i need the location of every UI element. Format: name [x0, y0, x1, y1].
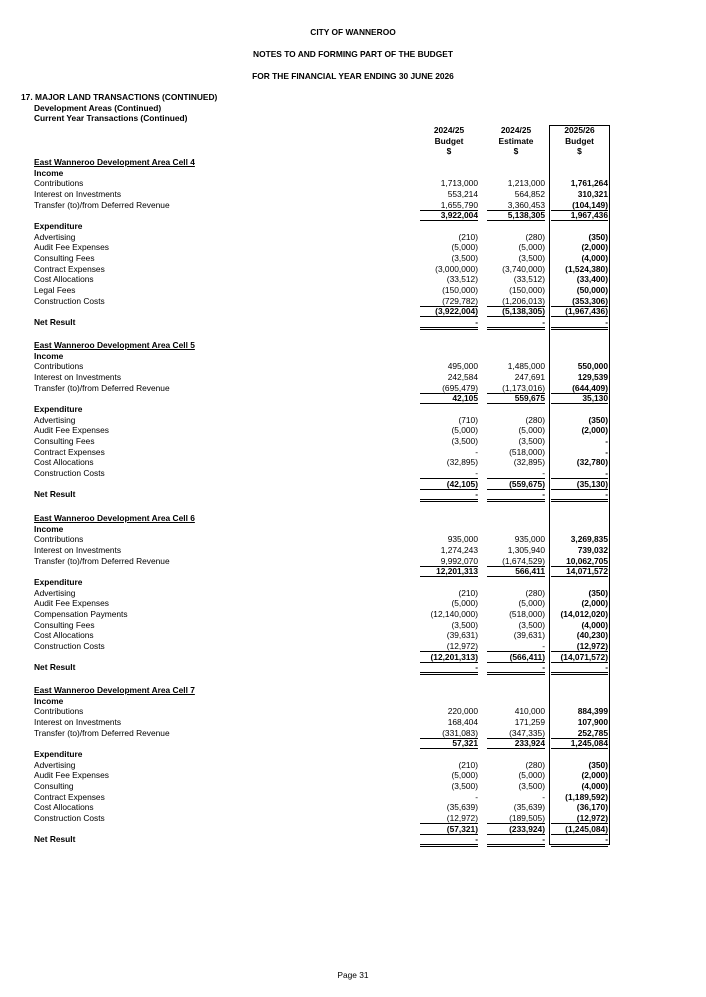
- income-row-value-2: 1,305,940: [507, 544, 545, 555]
- expenditure-row-value-1: (35,639): [446, 802, 478, 813]
- expenditure-row-value-1: (5,000): [451, 598, 478, 609]
- expenditure-row: [0, 285, 706, 296]
- section-subheading: Development Areas (Continued): [34, 102, 162, 113]
- income-row-value-1: 495,000: [447, 361, 478, 372]
- expenditure-total-row-value-1: (42,105): [446, 478, 478, 489]
- income-row-label: Transfer (to)/from Deferred Revenue: [34, 727, 170, 738]
- expenditure-row: [0, 781, 706, 792]
- income-row-value-3: (644,409): [572, 382, 608, 393]
- expenditure-row-label: Advertising: [34, 759, 76, 770]
- expenditure-heading-label: Expenditure: [34, 220, 83, 231]
- expenditure-row-value-3: (33,400): [576, 274, 608, 285]
- expenditure-total-row-value-2: (5,138,305): [502, 306, 545, 317]
- expenditure-row: [0, 588, 706, 599]
- column-header-type: Budget: [434, 135, 464, 146]
- income-row-value-1: 1,274,243: [440, 544, 478, 555]
- income-total-row-value-3: 1,967,436: [570, 210, 608, 221]
- income-row-value-1: 9,992,070: [440, 555, 478, 566]
- expenditure-row: [0, 630, 706, 641]
- expenditure-row-label: Contract Expenses: [34, 446, 105, 457]
- income-total-row-value-1: 12,201,313: [436, 566, 478, 577]
- net-result-row-value-2: -: [542, 489, 545, 500]
- expenditure-row-value-1: (33,512): [446, 274, 478, 285]
- expenditure-row-value-2: (150,000): [509, 284, 545, 295]
- expenditure-row-value-3: (350): [588, 414, 608, 425]
- expenditure-row-value-3: (2,000): [581, 770, 608, 781]
- expenditure-row-value-1: (3,500): [451, 619, 478, 630]
- expenditure-row-value-1: -: [475, 791, 478, 802]
- income-heading: [0, 696, 706, 707]
- expenditure-row-value-2: -: [542, 467, 545, 478]
- income-row: [0, 189, 706, 200]
- expenditure-row: [0, 447, 706, 458]
- expenditure-row-value-2: (5,000): [518, 425, 545, 436]
- income-row-value-1: 935,000: [447, 534, 478, 545]
- income-row-value-3: 550,000: [577, 361, 608, 372]
- income-row: [0, 383, 706, 394]
- expenditure-row-value-2: (39,631): [513, 630, 545, 641]
- expenditure-row-value-3: (350): [588, 231, 608, 242]
- expenditure-row-value-2: (3,740,000): [502, 263, 545, 274]
- expenditure-row-label: Construction Costs: [34, 812, 105, 823]
- income-total-row: [0, 393, 706, 404]
- expenditure-row-value-3: -: [605, 467, 608, 478]
- income-row: [0, 361, 706, 372]
- expenditure-row-value-1: (3,500): [451, 252, 478, 263]
- expenditure-row-label: Consulting Fees: [34, 619, 95, 630]
- net-result-row-value-1: -: [475, 834, 478, 845]
- income-row-value-3: 252,785: [577, 727, 608, 738]
- income-total-row: [0, 566, 706, 577]
- expenditure-row-value-3: (350): [588, 587, 608, 598]
- expenditure-row-value-3: (1,524,380): [565, 263, 608, 274]
- income-row-label: Interest on Investments: [34, 371, 122, 382]
- column-header-type: Estimate: [498, 135, 534, 146]
- income-row: [0, 200, 706, 211]
- expenditure-row-value-1: (32,895): [446, 457, 478, 468]
- expenditure-row: [0, 264, 706, 275]
- expenditure-row-value-1: (729,782): [442, 295, 478, 306]
- expenditure-row-value-3: (12,972): [576, 812, 608, 823]
- expenditure-row-value-1: (5,000): [451, 425, 478, 436]
- double-underline: [487, 327, 545, 330]
- expenditure-row-label: Advertising: [34, 587, 76, 598]
- expenditure-row-value-2: (5,000): [518, 242, 545, 253]
- expenditure-row-label: Construction Costs: [34, 467, 105, 478]
- expenditure-row: [0, 436, 706, 447]
- expenditure-row-value-1: (3,500): [451, 780, 478, 791]
- expenditure-row-value-1: (210): [458, 231, 478, 242]
- income-row-value-3: 10,062,705: [566, 555, 608, 566]
- income-total-row-value-3: 35,130: [582, 393, 608, 404]
- expenditure-row-value-2: -: [542, 791, 545, 802]
- expenditure-row-value-3: (4,000): [581, 252, 608, 263]
- income-row-value-2: (347,335): [509, 727, 545, 738]
- income-row: [0, 372, 706, 383]
- income-total-row-value-1: 42,105: [452, 393, 478, 404]
- expenditure-row-value-1: -: [475, 467, 478, 478]
- expenditure-row-value-3: (4,000): [581, 619, 608, 630]
- income-row-value-2: 935,000: [514, 534, 545, 545]
- net-result-row-value-3: -: [605, 834, 608, 845]
- expenditure-total-row-value-2: (559,675): [509, 478, 545, 489]
- income-row-label: Contributions: [34, 178, 84, 189]
- double-underline: [420, 672, 478, 675]
- document-title: NOTES TO AND FORMING PART OF THE BUDGET: [253, 49, 453, 59]
- expenditure-row-value-2: (280): [525, 231, 545, 242]
- expenditure-row-value-3: (50,000): [576, 284, 608, 295]
- expenditure-row-value-2: (33,512): [513, 274, 545, 285]
- cell-title: [0, 340, 706, 351]
- income-total-row-value-2: 5,138,305: [507, 210, 545, 221]
- net-result-row-value-1: -: [475, 316, 478, 327]
- expenditure-row-value-1: (39,631): [446, 630, 478, 641]
- income-row-value-3: 129,539: [577, 371, 608, 382]
- expenditure-row-value-2: (32,895): [513, 457, 545, 468]
- section-heading: 17. MAJOR LAND TRANSACTIONS (CONTINUED): [21, 92, 218, 102]
- net-result-row-value-3: -: [605, 662, 608, 673]
- expenditure-row-label: Cost Allocations: [34, 630, 94, 641]
- expenditure-row-value-2: (35,639): [513, 802, 545, 813]
- column-header-type: Budget: [565, 135, 594, 146]
- double-underline: [487, 844, 545, 847]
- income-row-value-3: 1,761,264: [570, 178, 608, 189]
- expenditure-row-label: Consulting: [34, 780, 74, 791]
- expenditure-total-row-value-2: (566,411): [509, 651, 545, 662]
- income-heading: [0, 168, 706, 179]
- expenditure-row-label: Legal Fees: [34, 284, 76, 295]
- expenditure-row-label: Audit Fee Expenses: [34, 770, 109, 781]
- expenditure-row: [0, 641, 706, 652]
- expenditure-row-label: Audit Fee Expenses: [34, 242, 109, 253]
- double-underline: [420, 844, 478, 847]
- cell-title-label: East Wanneroo Development Area Cell 5: [34, 340, 195, 350]
- expenditure-row-value-1: (710): [458, 414, 478, 425]
- expenditure-total-row-value-1: (3,922,004): [435, 306, 478, 317]
- expenditure-heading: [0, 404, 706, 415]
- column-header-unit: $: [513, 146, 519, 157]
- income-row: [0, 534, 706, 545]
- expenditure-row: [0, 760, 706, 771]
- net-result-row: [0, 489, 706, 500]
- net-result-row-value-1: -: [475, 489, 478, 500]
- income-total-row: [0, 738, 706, 749]
- income-row-value-2: (1,674,529): [502, 555, 545, 566]
- income-row-value-1: 553,214: [447, 188, 478, 199]
- expenditure-row: [0, 425, 706, 436]
- expenditure-row-label: Consulting Fees: [34, 435, 95, 446]
- income-total-row-value-2: 566,411: [515, 566, 545, 577]
- income-total-row-value-2: 233,924: [514, 738, 545, 749]
- expenditure-row-value-3: (350): [588, 759, 608, 770]
- expenditure-row-value-3: -: [605, 446, 608, 457]
- income-heading-label: Income: [34, 167, 64, 178]
- expenditure-row-value-2: -: [542, 640, 545, 651]
- expenditure-row-value-3: (4,000): [581, 780, 608, 791]
- net-result-row: [0, 662, 706, 673]
- double-underline: [551, 499, 608, 502]
- expenditure-heading-label: Expenditure: [34, 403, 83, 414]
- expenditure-row-value-2: (3,500): [518, 780, 545, 791]
- expenditure-row-label: Cost Allocations: [34, 274, 94, 285]
- income-total-row-value-1: 57,321: [452, 738, 478, 749]
- expenditure-row-value-1: (12,972): [446, 812, 478, 823]
- income-row-label: Transfer (to)/from Deferred Revenue: [34, 382, 170, 393]
- page-number: Page 31: [337, 970, 369, 980]
- income-total-row-value-3: 14,071,572: [566, 566, 608, 577]
- income-total-row-value-1: 3,922,004: [440, 210, 478, 221]
- expenditure-row-value-3: (353,306): [572, 295, 608, 306]
- net-result-row-value-2: -: [542, 834, 545, 845]
- income-row-value-3: 884,399: [577, 706, 608, 717]
- expenditure-total-row-value-3: (35,130): [576, 478, 608, 489]
- expenditure-row-label: Cost Allocations: [34, 457, 94, 468]
- expenditure-row-value-3: (2,000): [581, 242, 608, 253]
- expenditure-row-value-3: -: [605, 435, 608, 446]
- expenditure-row: [0, 620, 706, 631]
- expenditure-row-value-3: (40,230): [576, 630, 608, 641]
- double-underline: [420, 327, 478, 330]
- income-heading-label: Income: [34, 350, 64, 361]
- column-header-unit: $: [446, 146, 452, 157]
- income-row-value-2: 1,485,000: [507, 361, 545, 372]
- expenditure-heading: [0, 749, 706, 760]
- expenditure-row-value-2: (3,500): [518, 435, 545, 446]
- expenditure-row-value-2: (3,500): [518, 619, 545, 630]
- net-result-row: [0, 834, 706, 845]
- expenditure-row-value-1: (12,972): [446, 640, 478, 651]
- expenditure-row-value-1: (3,000,000): [435, 263, 478, 274]
- income-row-value-1: 1,713,000: [440, 178, 478, 189]
- expenditure-total-row-value-1: (57,321): [446, 823, 478, 834]
- cell-title: [0, 685, 706, 696]
- income-row-label: Interest on Investments: [34, 716, 122, 727]
- expenditure-row: [0, 296, 706, 307]
- income-row-label: Transfer (to)/from Deferred Revenue: [34, 555, 170, 566]
- net-result-row-value-1: -: [475, 662, 478, 673]
- expenditure-row-value-2: (280): [525, 587, 545, 598]
- income-row-value-1: 242,584: [447, 371, 478, 382]
- income-row-value-1: (331,083): [442, 727, 478, 738]
- expenditure-total-row-value-3: (14,071,572): [560, 651, 608, 662]
- cell-title-label: East Wanneroo Development Area Cell 7: [34, 685, 195, 695]
- expenditure-row-value-2: (3,500): [518, 252, 545, 263]
- expenditure-row-value-3: (36,170): [576, 802, 608, 813]
- income-row: [0, 728, 706, 739]
- income-row: [0, 178, 706, 189]
- expenditure-row-value-3: (32,780): [576, 457, 608, 468]
- income-row-value-3: (104,149): [572, 199, 608, 210]
- column-header-year: 2024/25: [433, 125, 465, 135]
- expenditure-row-value-3: (14,012,020): [560, 608, 608, 619]
- cell-title-label: East Wanneroo Development Area Cell 4: [34, 157, 195, 167]
- period-title: FOR THE FINANCIAL YEAR ENDING 30 JUNE 2026: [252, 71, 454, 81]
- expenditure-row-label: Audit Fee Expenses: [34, 425, 109, 436]
- expenditure-row-value-1: -: [475, 446, 478, 457]
- income-row: [0, 556, 706, 567]
- expenditure-row-value-3: (1,189,592): [565, 791, 608, 802]
- expenditure-total-row: [0, 652, 706, 663]
- expenditure-heading: [0, 221, 706, 232]
- expenditure-row-label: Construction Costs: [34, 640, 105, 651]
- expenditure-row-value-1: (12,140,000): [430, 608, 478, 619]
- expenditure-row: [0, 232, 706, 243]
- income-row-label: Interest on Investments: [34, 544, 122, 555]
- double-underline: [551, 672, 608, 675]
- expenditure-row-label: Cost Allocations: [34, 802, 94, 813]
- expenditure-row-label: Construction Costs: [34, 295, 105, 306]
- expenditure-total-row: [0, 479, 706, 490]
- column-header-year: 2024/25: [500, 125, 532, 135]
- double-underline: [487, 672, 545, 675]
- income-heading-label: Income: [34, 523, 64, 534]
- expenditure-row: [0, 274, 706, 285]
- expenditure-row-label: Advertising: [34, 414, 76, 425]
- net-result-row-value-3: -: [605, 316, 608, 327]
- double-underline: [551, 844, 608, 847]
- net-result-row: [0, 317, 706, 328]
- expenditure-row: [0, 468, 706, 479]
- income-row-label: Contributions: [34, 534, 84, 545]
- net-result-row-label: Net Result: [34, 489, 76, 500]
- expenditure-row-value-3: (2,000): [581, 425, 608, 436]
- column-header-year: 2025/26: [564, 125, 595, 135]
- expenditure-row-value-2: (518,000): [509, 446, 545, 457]
- expenditure-heading-label: Expenditure: [34, 748, 83, 759]
- expenditure-row-value-1: (150,000): [442, 284, 478, 295]
- expenditure-row-value-2: (1,206,013): [502, 295, 545, 306]
- expenditure-row: [0, 242, 706, 253]
- section-subheading-2: Current Year Transactions (Continued): [34, 113, 188, 124]
- expenditure-row-value-1: (210): [458, 759, 478, 770]
- expenditure-row: [0, 598, 706, 609]
- expenditure-row-value-2: (189,505): [509, 812, 545, 823]
- income-row: [0, 717, 706, 728]
- income-row-value-3: 107,900: [577, 716, 608, 727]
- expenditure-total-row-value-2: (233,924): [509, 823, 545, 834]
- expenditure-row-value-2: (280): [525, 759, 545, 770]
- expenditure-row: [0, 415, 706, 426]
- expenditure-row-value-2: (518,000): [509, 608, 545, 619]
- income-row-label: Contributions: [34, 706, 84, 717]
- net-result-row-label: Net Result: [34, 834, 76, 845]
- expenditure-total-row: [0, 306, 706, 317]
- income-row-value-1: 1,655,790: [440, 199, 478, 210]
- income-heading-label: Income: [34, 695, 64, 706]
- net-result-row-label: Net Result: [34, 662, 76, 673]
- income-row-label: Transfer (to)/from Deferred Revenue: [34, 199, 170, 210]
- expenditure-heading-label: Expenditure: [34, 576, 83, 587]
- expenditure-total-row: [0, 824, 706, 835]
- income-heading: [0, 351, 706, 362]
- net-result-row-label: Net Result: [34, 316, 76, 327]
- expenditure-row-value-1: (3,500): [451, 435, 478, 446]
- expenditure-total-row-value-1: (12,201,313): [430, 651, 478, 662]
- expenditure-row: [0, 609, 706, 620]
- income-row-label: Interest on Investments: [34, 188, 122, 199]
- expenditure-row: [0, 253, 706, 264]
- income-total-row: [0, 210, 706, 221]
- double-underline: [420, 499, 478, 502]
- expenditure-row-value-2: (5,000): [518, 770, 545, 781]
- income-total-row-value-2: 559,675: [514, 393, 545, 404]
- expenditure-row-label: Contract Expenses: [34, 791, 105, 802]
- expenditure-row-value-3: (2,000): [581, 598, 608, 609]
- expenditure-row: [0, 802, 706, 813]
- double-underline: [551, 327, 608, 330]
- expenditure-row-label: Compensation Payments: [34, 608, 128, 619]
- income-row-label: Contributions: [34, 361, 84, 372]
- income-row-value-2: 3,360,453: [507, 199, 545, 210]
- income-row-value-2: 171,259: [514, 716, 545, 727]
- income-row-value-2: 1,213,000: [507, 178, 545, 189]
- expenditure-row: [0, 457, 706, 468]
- expenditure-row-label: Contract Expenses: [34, 263, 105, 274]
- net-result-row-value-2: -: [542, 662, 545, 673]
- income-row-value-2: 410,000: [514, 706, 545, 717]
- income-row-value-3: 310,321: [577, 188, 608, 199]
- net-result-row-value-2: -: [542, 316, 545, 327]
- expenditure-row-label: Audit Fee Expenses: [34, 598, 109, 609]
- income-row: [0, 706, 706, 717]
- income-row-value-1: 168,404: [447, 716, 478, 727]
- income-row-value-1: (695,479): [442, 382, 478, 393]
- expenditure-row-value-2: (5,000): [518, 598, 545, 609]
- income-row: [0, 545, 706, 556]
- income-total-row-value-3: 1,245,084: [570, 738, 608, 749]
- expenditure-row-label: Consulting Fees: [34, 252, 95, 263]
- net-result-row-value-3: -: [605, 489, 608, 500]
- expenditure-row: [0, 770, 706, 781]
- cell-title: [0, 157, 706, 168]
- expenditure-row-value-1: (5,000): [451, 770, 478, 781]
- expenditure-row: [0, 813, 706, 824]
- expenditure-row-value-1: (5,000): [451, 242, 478, 253]
- income-heading: [0, 524, 706, 535]
- cell-title-label: East Wanneroo Development Area Cell 6: [34, 513, 195, 523]
- expenditure-row: [0, 792, 706, 803]
- expenditure-row-value-2: (280): [525, 414, 545, 425]
- income-row-value-1: 220,000: [447, 706, 478, 717]
- expenditure-total-row-value-3: (1,967,436): [565, 306, 608, 317]
- income-row-value-3: 3,269,835: [570, 534, 608, 545]
- expenditure-total-row-value-3: (1,245,084): [565, 823, 608, 834]
- expenditure-heading: [0, 577, 706, 588]
- income-row-value-3: 739,032: [577, 544, 608, 555]
- double-underline: [487, 499, 545, 502]
- expenditure-row-value-1: (210): [458, 587, 478, 598]
- income-row-value-2: (1,173,016): [502, 382, 545, 393]
- income-row-value-2: 564,852: [514, 188, 545, 199]
- expenditure-row-label: Advertising: [34, 231, 76, 242]
- expenditure-row-value-3: (12,972): [576, 640, 608, 651]
- cell-title: [0, 513, 706, 524]
- income-row-value-2: 247,691: [514, 371, 545, 382]
- org-name: CITY OF WANNEROO: [310, 27, 396, 37]
- column-header-unit: $: [577, 146, 582, 157]
